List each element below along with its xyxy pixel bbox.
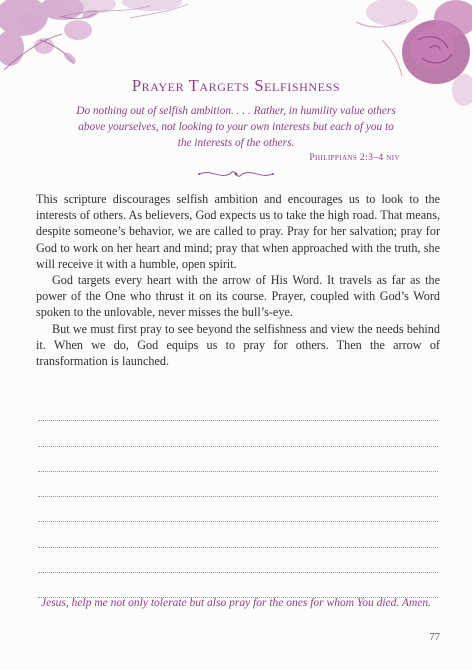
scripture-reference: Philippians 2:3–4 niv [309,153,400,163]
writing-line[interactable] [38,447,438,472]
writing-line[interactable] [38,472,438,497]
journal-writing-lines [38,396,438,598]
writing-line[interactable] [38,522,438,547]
writing-line[interactable] [38,421,438,446]
writing-line[interactable] [38,497,438,522]
body-paragraph-2: God targets every heart with the arrow of His Word. It travels as far as the power of the One who thrust it on its course. Prayer, coupled with God’s Word spoken to the unlovable, never misses the bull’s-eye. [36,273,440,320]
page-title: Prayer Targets Selfishness [131,76,341,95]
closing-prayer: Jesus, help me not only tolerate but also pray for the ones for whom You died. Amen. [40,597,431,609]
scripture-verse: Do nothing out of selfish ambition. . . . Rather, in humility value others above yourselves, not looking to your own interests but each of you to the interests of the others. [76,105,396,149]
body-paragraph-3: But we must first pray to see beyond the selfishness and view the needs behind it. When we do, God equips us to pray for others. Then the arrow of transformation is launched. [36,321,440,369]
devotional-body [36,191,440,369]
flourish-divider-icon [196,168,276,180]
writing-line[interactable] [38,396,438,421]
floral-top-icon [60,0,190,22]
body-paragraph-1: This scripture discourages selfish ambition and encourages us to look to the interests of others. As believers, God expects us to take the high road. That means, despite someone’s behavior, we are called to pray. Pray for her salvation; pray for God to work on her heart and mind; pray that when approached with the truth, she will receive it with a humble, open spirit. [36,192,440,271]
floral-corner-left-icon [0,0,110,72]
writing-line[interactable] [38,548,438,573]
page-number: 77 [429,632,440,643]
writing-line[interactable] [38,573,438,598]
